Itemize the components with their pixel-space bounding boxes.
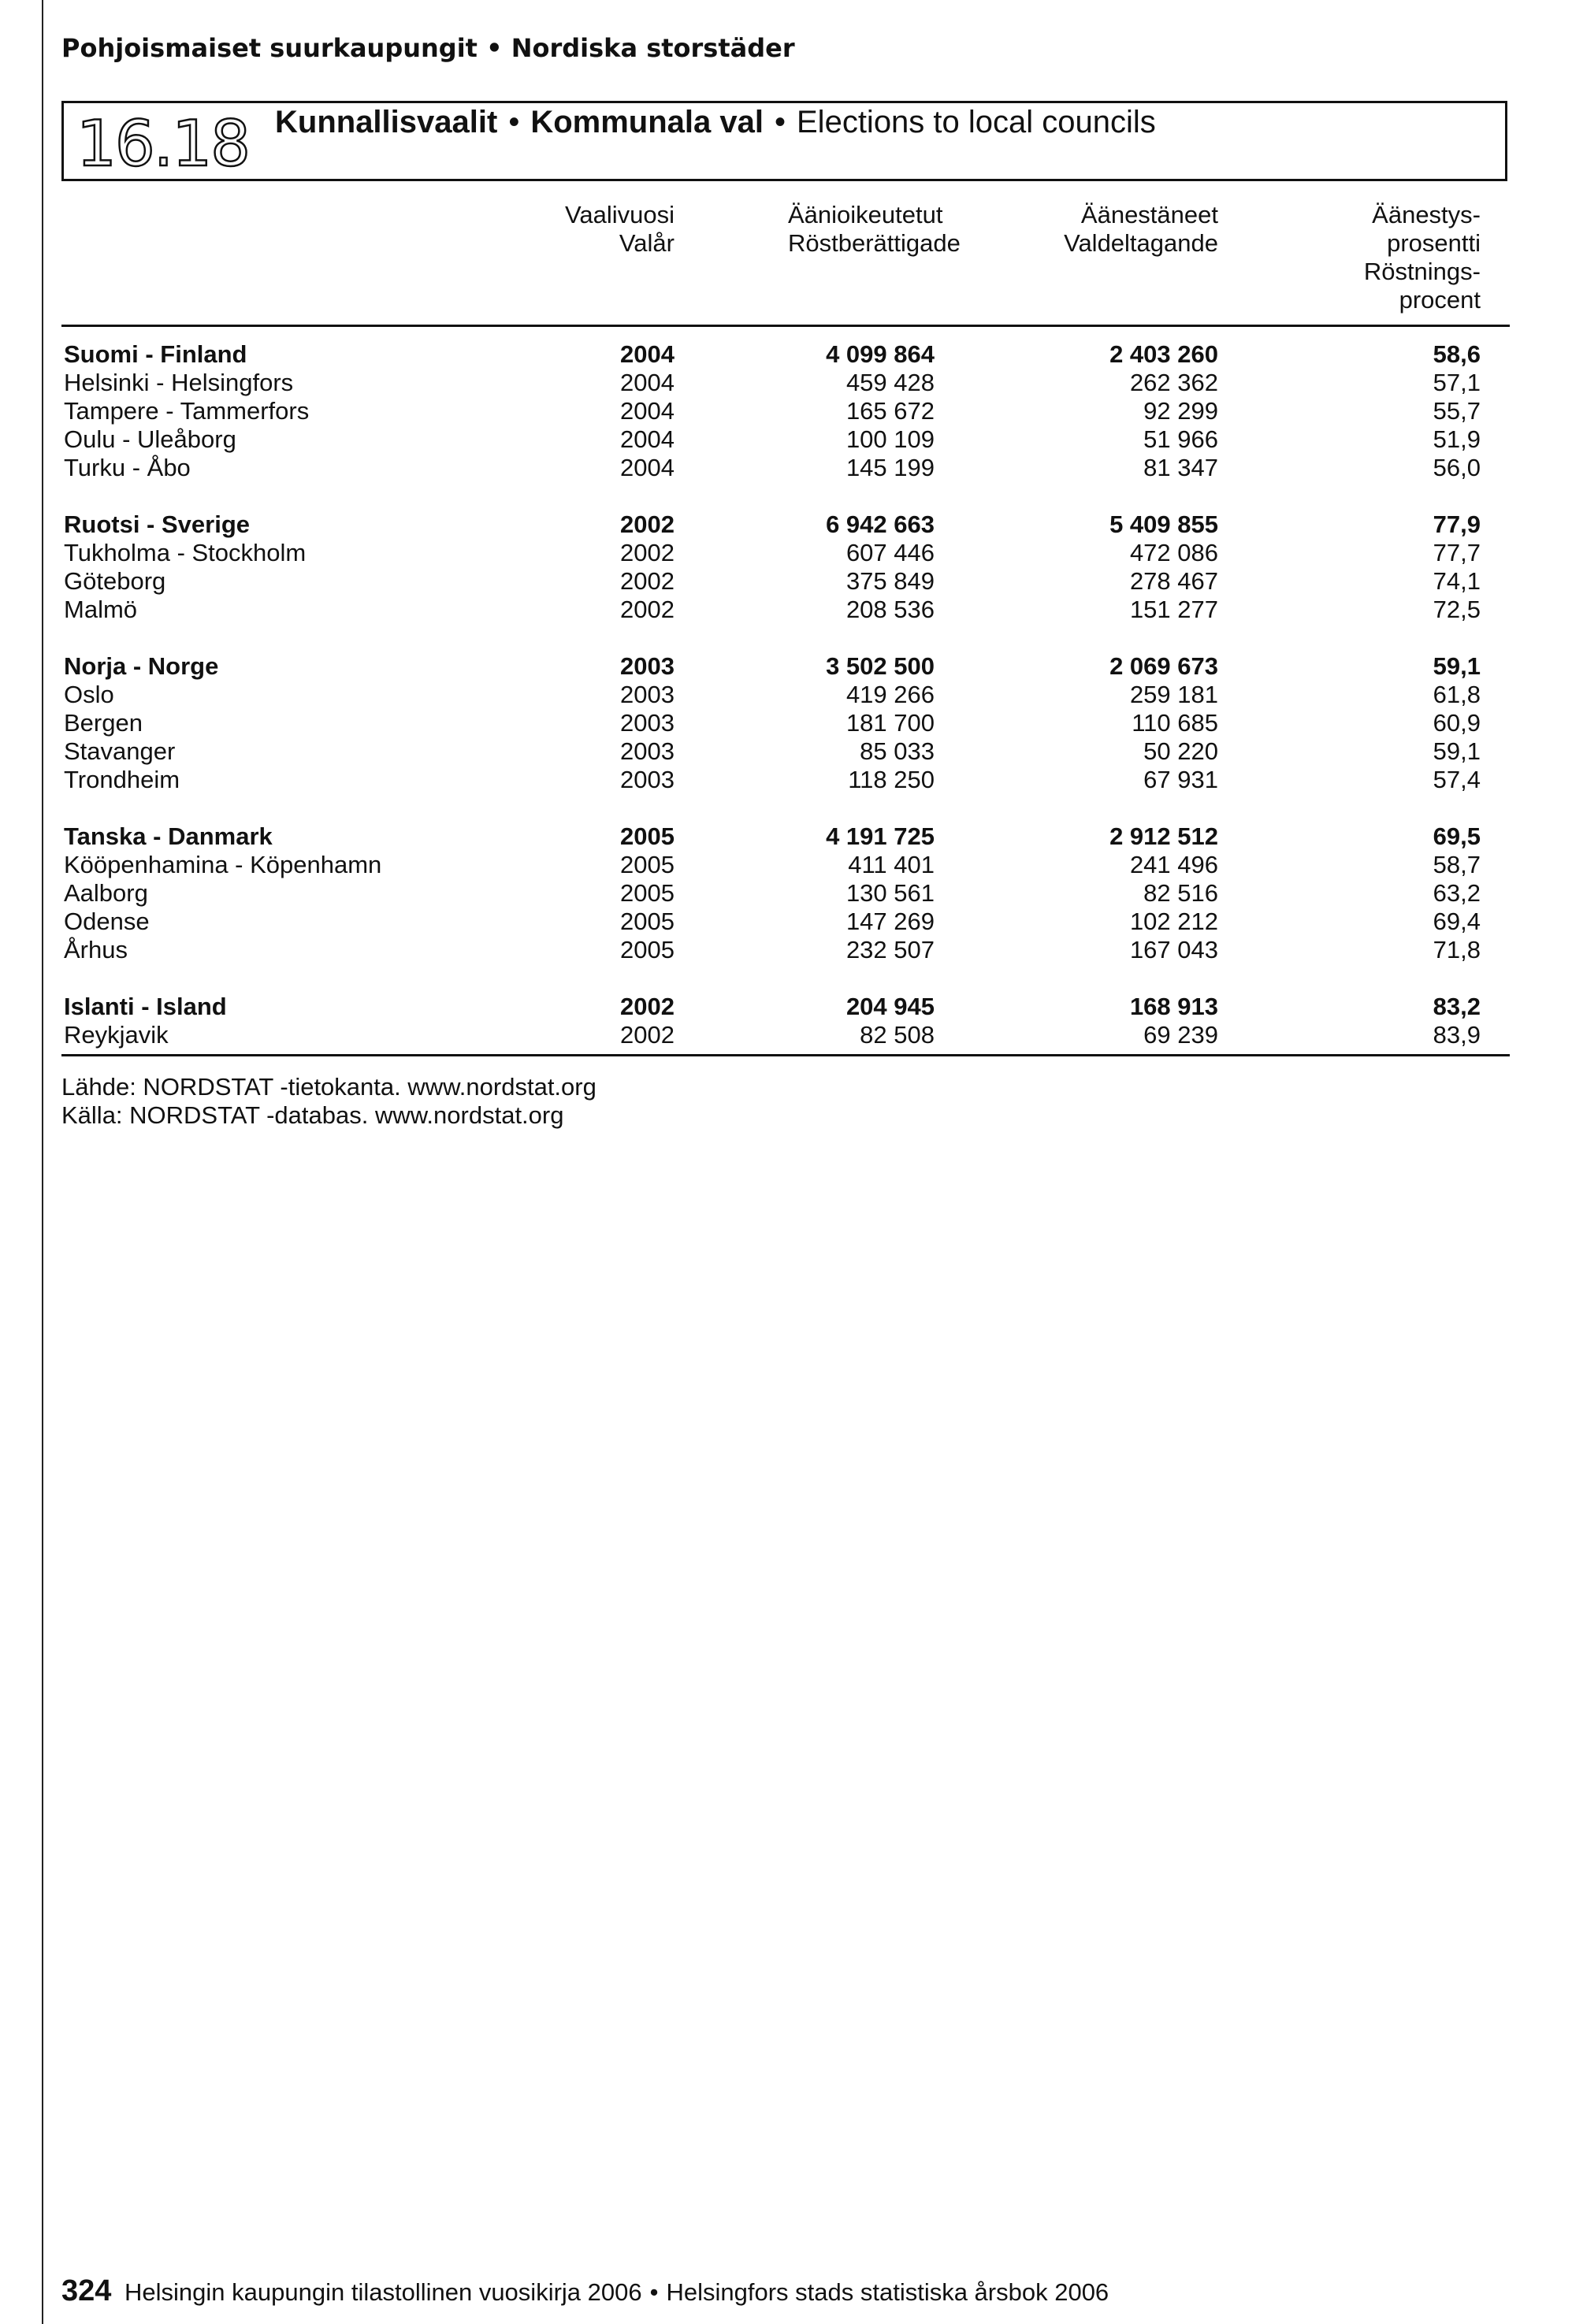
col-header-line: Äänioikeutetut (788, 201, 943, 228)
area-cell: Norja - Norge (64, 652, 219, 680)
turnout-percent-cell: 56,0 (1433, 454, 1481, 481)
year-cell: 2003 (620, 737, 675, 765)
city-row (0, 454, 1572, 482)
eligible-voters-cell: 4 191 725 (826, 822, 935, 850)
col-header-percent (1340, 201, 1481, 314)
eligible-voters-cell: 607 446 (845, 539, 935, 566)
year-cell: 2005 (620, 851, 675, 878)
turnout-percent-cell: 77,7 (1433, 539, 1481, 566)
col-header-line: Valår (619, 229, 675, 257)
eligible-voters-cell: 130 561 (845, 879, 935, 907)
area-cell: Göteborg (64, 567, 166, 595)
title-separator: • (774, 105, 786, 139)
area-cell: Turku - Åbo (64, 454, 191, 481)
col-header-line: prosentti (1387, 229, 1481, 257)
turnout-percent-cell: 58,7 (1433, 851, 1481, 878)
city-row (0, 879, 1572, 908)
column-headers (0, 201, 1572, 319)
voters-cell: 102 212 (1129, 908, 1218, 935)
country-total-row (0, 340, 1572, 369)
turnout-percent-cell: 59,1 (1433, 652, 1481, 680)
voters-cell: 259 181 (1129, 681, 1218, 708)
voters-cell: 67 931 (1143, 766, 1218, 793)
col-header-line: procent (1399, 286, 1481, 314)
voters-cell: 82 516 (1143, 879, 1218, 907)
eligible-voters-cell: 419 266 (845, 681, 935, 708)
eligible-voters-cell: 204 945 (845, 993, 935, 1020)
title-separator: • (508, 105, 520, 139)
voters-cell: 51 966 (1143, 425, 1218, 453)
table-number: 16.18 (76, 107, 250, 180)
city-row (0, 567, 1572, 596)
city-row (0, 766, 1572, 794)
voters-cell: 2 069 673 (1109, 652, 1218, 680)
table-body (0, 340, 1572, 1049)
voters-cell: 110 685 (1132, 709, 1218, 737)
year-cell: 2005 (620, 822, 675, 850)
voters-cell: 81 347 (1143, 454, 1218, 481)
city-row (0, 737, 1572, 766)
year-cell: 2002 (620, 567, 675, 595)
turnout-percent-cell: 51,9 (1433, 425, 1481, 453)
voters-cell: 5 409 855 (1109, 510, 1218, 538)
city-row (0, 425, 1572, 454)
year-cell: 2002 (620, 539, 675, 566)
area-cell: Tanska - Danmark (64, 822, 273, 850)
col-header-year (552, 201, 675, 258)
eligible-voters-cell: 147 269 (845, 908, 935, 935)
footer-title-fi: Helsingin kaupungin tilastollinen vuosikirja 2006 (124, 2278, 642, 2306)
voters-cell: 241 496 (1129, 851, 1218, 878)
year-cell: 2004 (620, 454, 675, 481)
city-row (0, 709, 1572, 737)
year-cell: 2004 (620, 369, 675, 396)
turnout-percent-cell: 58,6 (1433, 340, 1481, 368)
table-title-fi: Kunnallisvaalit (275, 105, 498, 139)
year-cell: 2004 (620, 397, 675, 425)
turnout-percent-cell: 74,1 (1433, 567, 1481, 595)
col-header-line: Vaalivuosi (564, 201, 675, 228)
eligible-voters-cell: 459 428 (845, 369, 935, 396)
area-cell: Oslo (64, 681, 114, 708)
col-header-line: Äänestys- (1372, 201, 1481, 228)
voters-cell: 167 043 (1129, 936, 1218, 963)
turnout-percent-cell: 60,9 (1433, 709, 1481, 737)
eligible-voters-cell: 375 849 (845, 567, 935, 595)
turnout-percent-cell: 83,9 (1433, 1021, 1481, 1049)
area-cell: Islanti - Island (64, 993, 227, 1020)
page-footer (61, 2275, 1109, 2308)
table-bottom-rule (61, 1054, 1510, 1056)
area-cell: Reykjavik (64, 1021, 169, 1049)
voters-cell: 2 912 512 (1109, 822, 1218, 850)
city-row (0, 681, 1572, 709)
source-note (61, 1073, 596, 1130)
table-title-box (61, 101, 1507, 181)
voters-cell: 69 239 (1143, 1021, 1218, 1049)
voters-cell: 262 362 (1129, 369, 1218, 396)
city-row (0, 936, 1572, 964)
year-cell: 2002 (620, 510, 675, 538)
col-header-line: Röstnings- (1363, 258, 1481, 285)
turnout-percent-cell: 55,7 (1433, 397, 1481, 425)
area-cell: Tampere - Tammerfors (64, 397, 310, 425)
col-header-eligible (788, 201, 961, 258)
voters-cell: 151 277 (1129, 596, 1218, 623)
year-cell: 2003 (620, 709, 675, 737)
area-cell: Oulu - Uleåborg (64, 425, 236, 453)
area-cell: Kööpenhamina - Köpenhamn (64, 851, 382, 878)
header-rule (61, 325, 1510, 327)
eligible-voters-cell: 232 507 (845, 936, 935, 963)
city-row (0, 908, 1572, 936)
area-cell: Århus (64, 936, 128, 963)
table-title-en: Elections to local councils (797, 105, 1156, 139)
turnout-percent-cell: 57,4 (1433, 766, 1481, 793)
col-header-line: Äänestäneet (1080, 201, 1218, 228)
footer-title-sv: Helsingfors stads statistiska årsbok 2006 (666, 2278, 1109, 2306)
city-row (0, 369, 1572, 397)
turnout-percent-cell: 69,4 (1433, 908, 1481, 935)
eligible-voters-cell: 145 199 (845, 454, 935, 481)
eligible-voters-cell: 118 250 (848, 766, 935, 793)
area-cell: Odense (64, 908, 150, 935)
year-cell: 2005 (620, 908, 675, 935)
running-header: Pohjoismaiset suurkaupungit • Nordiska storstäder (61, 33, 795, 63)
table-title (275, 105, 1156, 140)
area-cell: Malmö (64, 596, 138, 623)
eligible-voters-cell: 411 401 (848, 851, 935, 878)
area-cell: Aalborg (64, 879, 148, 907)
eligible-voters-cell: 82 508 (860, 1021, 935, 1049)
country-total-row (0, 993, 1572, 1021)
turnout-percent-cell: 83,2 (1433, 993, 1481, 1020)
area-cell: Ruotsi - Sverige (64, 510, 250, 538)
source-line-sv: Källa: NORDSTAT -databas. www.nordstat.org (61, 1101, 564, 1129)
turnout-percent-cell: 69,5 (1433, 822, 1481, 850)
turnout-percent-cell: 61,8 (1433, 681, 1481, 708)
voters-cell: 472 086 (1129, 539, 1218, 566)
city-row (0, 539, 1572, 567)
area-cell: Suomi - Finland (64, 340, 247, 368)
source-line-fi: Lähde: NORDSTAT -tietokanta. www.nordstat.org (61, 1073, 596, 1101)
year-cell: 2003 (620, 652, 675, 680)
col-header-line: Valdeltagande (1064, 229, 1218, 257)
eligible-voters-cell: 6 942 663 (826, 510, 935, 538)
footer-separator: • (649, 2278, 659, 2306)
voters-cell: 50 220 (1143, 737, 1218, 765)
city-row (0, 596, 1572, 624)
year-cell: 2004 (620, 340, 675, 368)
year-cell: 2004 (620, 425, 675, 453)
year-cell: 2003 (620, 766, 675, 793)
eligible-voters-cell: 4 099 864 (826, 340, 935, 368)
year-cell: 2002 (620, 596, 675, 623)
country-total-row (0, 822, 1572, 851)
year-cell: 2005 (620, 879, 675, 907)
eligible-voters-cell: 181 700 (845, 709, 935, 737)
turnout-percent-cell: 71,8 (1433, 936, 1481, 963)
page-number: 324 (61, 2274, 112, 2307)
area-cell: Stavanger (64, 737, 176, 765)
country-total-row (0, 510, 1572, 539)
city-row (0, 1021, 1572, 1049)
country-total-row (0, 652, 1572, 681)
year-cell: 2005 (620, 936, 675, 963)
col-header-line: Röstberättigade (788, 229, 961, 257)
voters-cell: 2 403 260 (1109, 340, 1218, 368)
city-row (0, 397, 1572, 425)
turnout-percent-cell: 77,9 (1433, 510, 1481, 538)
voters-cell: 278 467 (1129, 567, 1218, 595)
area-cell: Tukholma - Stockholm (64, 539, 307, 566)
turnout-percent-cell: 63,2 (1433, 879, 1481, 907)
turnout-percent-cell: 59,1 (1433, 737, 1481, 765)
col-header-voted (1064, 201, 1218, 258)
area-cell: Trondheim (64, 766, 180, 793)
city-row (0, 851, 1572, 879)
voters-cell: 168 913 (1129, 993, 1218, 1020)
voters-cell: 92 299 (1143, 397, 1218, 425)
year-cell: 2002 (620, 1021, 675, 1049)
year-cell: 2002 (620, 993, 675, 1020)
eligible-voters-cell: 165 672 (845, 397, 935, 425)
year-cell: 2003 (620, 681, 675, 708)
eligible-voters-cell: 3 502 500 (826, 652, 935, 680)
turnout-percent-cell: 57,1 (1433, 369, 1481, 396)
eligible-voters-cell: 208 536 (845, 596, 935, 623)
area-cell: Helsinki - Helsingfors (64, 369, 294, 396)
table-title-sv: Kommunala val (530, 105, 764, 139)
eligible-voters-cell: 100 109 (845, 425, 935, 453)
eligible-voters-cell: 85 033 (860, 737, 935, 765)
turnout-percent-cell: 72,5 (1433, 596, 1481, 623)
area-cell: Bergen (64, 709, 143, 737)
